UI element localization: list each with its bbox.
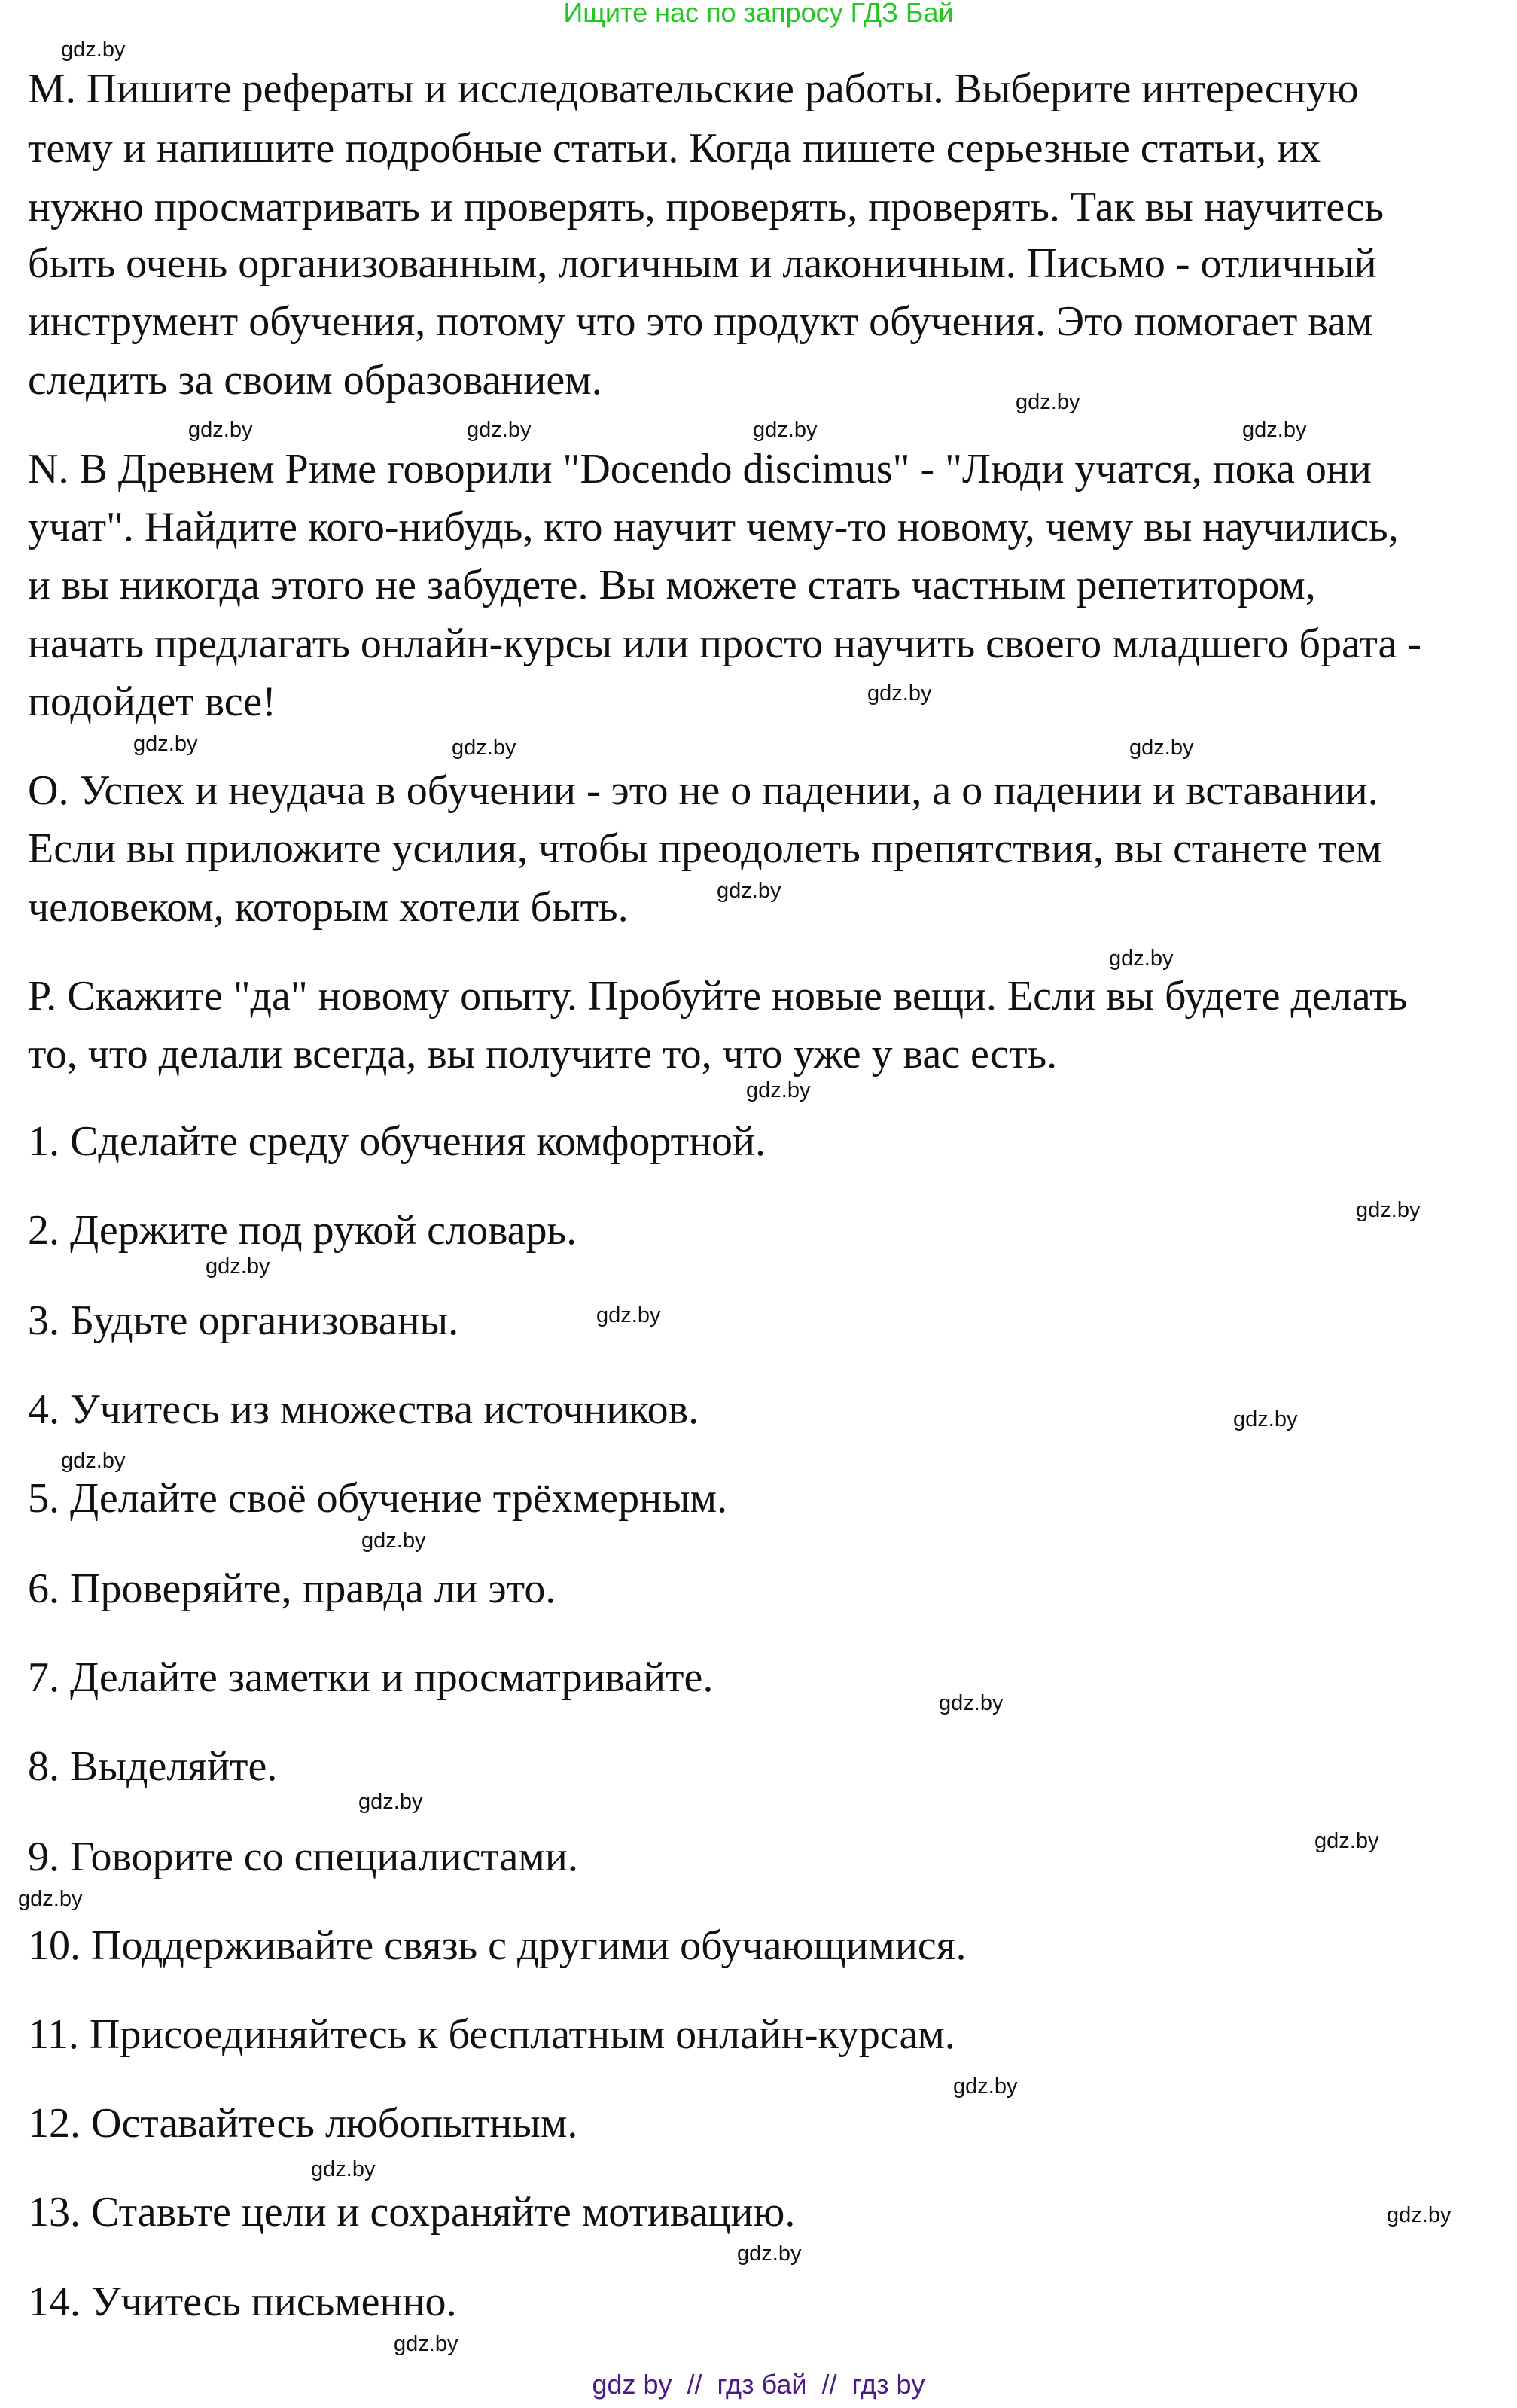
watermark: gdz.by [1233, 1407, 1298, 1431]
list-item: 1. Сделайте среду обучения комфортной. [28, 1118, 766, 1165]
watermark: gdz.by [61, 1449, 126, 1473]
search-hint-banner: Ищите нас по запросу ГДЗ Бай [563, 0, 954, 28]
text-line: подойдет все! [28, 678, 276, 725]
text-line: быть очень организованным, логичным и лаконичным. Письмо - отличный [28, 240, 1377, 287]
watermark: gdz.by [188, 418, 253, 442]
list-item: 10. Поддерживайте связь с другими обучающимися. [28, 1922, 967, 1969]
text-line: М. Пишите рефераты и исследовательские работы. Выберите интересную [28, 66, 1359, 112]
text-line: начать предлагать онлайн-курсы или просто научить своего младшего брата - [28, 620, 1422, 667]
list-item: 7. Делайте заметки и просматривайте. [28, 1654, 714, 1701]
text-line: следить за своим образованием. [28, 357, 602, 404]
watermark: gdz.by [1314, 1829, 1379, 1853]
watermark: gdz.by [953, 2074, 1018, 2099]
watermark: gdz.by [596, 1303, 661, 1327]
watermark: gdz.by [1109, 946, 1174, 971]
text-line: то, что делали всегда, вы получите то, что уже у вас есть. [28, 1031, 1058, 1078]
text-line: N. В Древнем Риме говорили "Docendo discimus" - "Люди учатся, пока они [28, 446, 1372, 492]
watermark: gdz.by [867, 681, 932, 706]
watermark: gdz.by [467, 418, 532, 442]
watermark: gdz.by [746, 1078, 811, 1102]
list-item: 4. Учитесь из множества источников. [28, 1386, 699, 1433]
watermark: gdz.by [452, 736, 516, 760]
watermark: gdz.by [1129, 736, 1194, 760]
list-item: 9. Говорите со специалистами. [28, 1833, 578, 1880]
text-line: Р. Скажите "да" новому опыту. Пробуйте новые вещи. Если вы будете делать [28, 973, 1408, 1020]
text-line: нужно просматривать и проверять, проверять, проверять. Так вы научитесь [28, 184, 1384, 230]
list-item: 13. Ставьте цели и сохраняйте мотивацию. [28, 2189, 796, 2236]
watermark: gdz.by [1356, 1198, 1421, 1222]
watermark: gdz.by [737, 2242, 802, 2266]
watermark: gdz.by [133, 732, 198, 756]
list-item: 2. Держите под рукой словарь. [28, 1207, 577, 1254]
text-line: учат". Найдите кого-нибудь, кто научит чему-то новому, чему вы научились, [28, 504, 1399, 550]
watermark: gdz.by [361, 1529, 426, 1553]
footer-links: gdz by // гдз бай // гдз by [592, 2369, 925, 2400]
watermark: gdz.by [394, 2332, 458, 2356]
text-line: тему и напишите подробные статьи. Когда пишете серьезные статьи, их [28, 125, 1321, 172]
watermark: gdz.by [939, 1691, 1004, 1715]
list-item: 8. Выделяйте. [28, 1743, 278, 1790]
list-item: 11. Присоединяйтесь к бесплатным онлайн-курсам. [28, 2011, 955, 2058]
watermark: gdz.by [358, 1790, 423, 1814]
text-line: О. Успех и неудача в обучении - это не о падении, а о падении и вставании. [28, 767, 1378, 814]
watermark: gdz.by [1387, 2203, 1452, 2227]
text-line: и вы никогда этого не забудете. Вы можете стать частным репетитором, [28, 562, 1316, 608]
list-item: 5. Делайте своё обучение трёхмерным. [28, 1475, 728, 1522]
watermark: gdz.by [61, 38, 126, 62]
list-item: 6. Проверяйте, правда ли это. [28, 1565, 556, 1612]
watermark: gdz.by [753, 418, 818, 442]
text-line: Если вы приложите усилия, чтобы преодолеть препятствия, вы станете тем [28, 825, 1382, 872]
list-item: 14. Учитесь письменно. [28, 2278, 457, 2325]
watermark: gdz.by [311, 2157, 376, 2181]
list-item: 3. Будьте организованы. [28, 1297, 459, 1344]
watermark: gdz.by [206, 1254, 270, 1279]
text-line: инструмент обучения, потому что это продукт обучения. Это помогает вам [28, 298, 1373, 345]
watermark: gdz.by [1016, 390, 1080, 414]
watermark: gdz.by [1242, 418, 1307, 442]
watermark: gdz.by [717, 879, 781, 903]
text-line: человеком, которым хотели быть. [28, 884, 629, 931]
watermark: gdz.by [18, 1887, 83, 1911]
list-item: 12. Оставайтесь любопытным. [28, 2100, 578, 2147]
